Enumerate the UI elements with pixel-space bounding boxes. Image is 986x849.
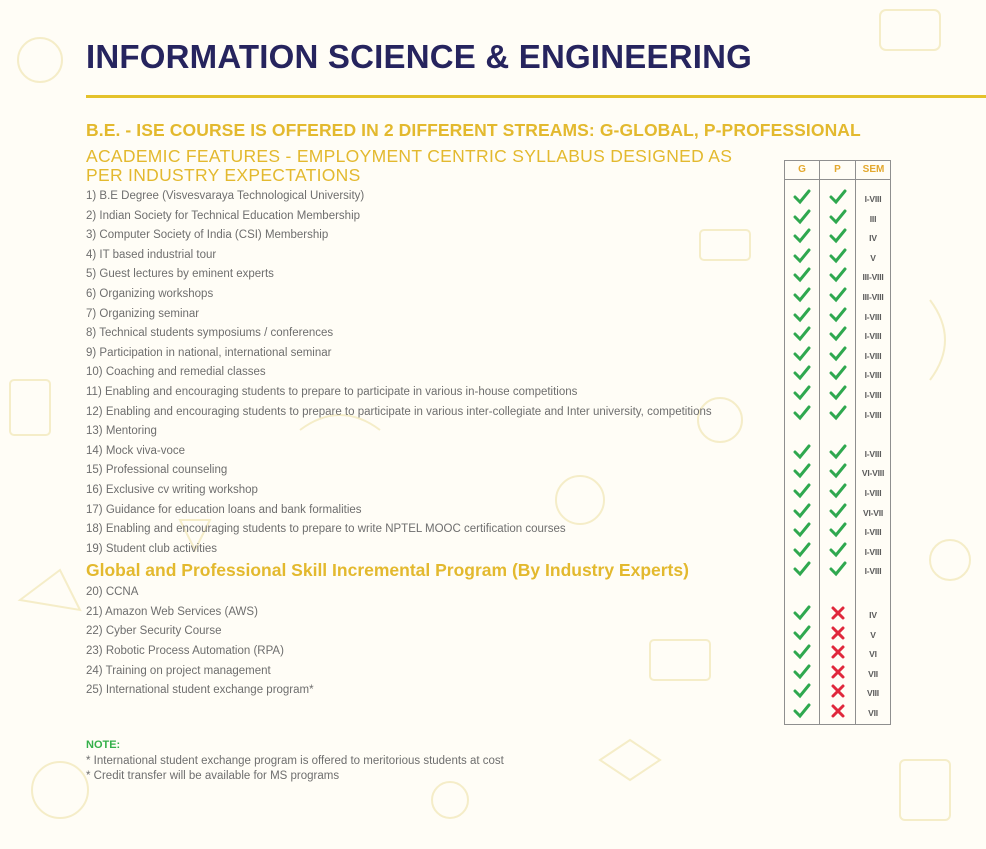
cross-icon [829,664,847,680]
check-icon [829,405,847,421]
semester-cell: I-VIII [864,370,882,381]
check-icon [829,483,847,499]
check-icon [829,542,847,558]
semester-cell: I-VIII [864,331,882,342]
check-icon [829,444,847,460]
semester-cell: I-VIII [864,350,882,361]
feature-item: 2) Indian Society for Technical Education Membership [86,209,361,222]
semester-cell: VIII [867,688,879,699]
semester-cell: VI-VII [862,507,884,518]
feature-item: 7) Organizing seminar [86,307,200,320]
check-icon [793,483,811,499]
check-icon [829,326,847,342]
feature-item: 5) Guest lectures by eminent experts [86,268,274,281]
feature-item: 21) Amazon Web Services (AWS) [86,605,258,618]
check-icon [829,267,847,283]
streams-heading: B.E. - ISE COURSE IS OFFERED IN 2 DIFFERENT STREAMS: G-GLOBAL, P-PROFESSIONAL [86,120,861,140]
feature-item: 10) Coaching and remedial classes [86,366,266,379]
check-icon [793,522,811,538]
skills-heading: Global and Professional Skill Incremental Program (By Industry Experts) [86,560,689,581]
check-icon [793,542,811,558]
check-icon [793,644,811,660]
check-icon [793,664,811,680]
semester-cell: I-VIII [864,194,882,204]
feature-item: 17) Guidance for education loans and bank formalities [86,503,362,516]
cross-icon [829,703,847,719]
semester-cell: I-VIII [864,311,882,322]
feature-list [86,187,726,701]
check-icon [793,703,811,719]
cross-icon [829,625,847,641]
check-icon [829,385,847,401]
check-icon [793,503,811,519]
check-icon [793,463,811,479]
check-icon [829,209,847,225]
semester-cell: IV [869,233,877,244]
semester-cell: III-VIII [862,292,884,302]
check-icon [829,307,847,323]
feature-item: 3) Computer Society of India (CSI) Membership [86,229,329,242]
feature-item: 18) Enabling and encouraging students to prepare to write NPTEL MOOC certification courses [86,523,566,536]
feature-item: 8) Technical students symposiums / conferences [86,327,334,340]
check-icon [793,365,811,381]
semester-cell: V [870,252,876,263]
semester-cell: I-VIII [864,390,882,400]
cross-icon [829,644,847,660]
semester-cell: III [869,213,877,224]
semester-cell: I-VIII [864,566,882,577]
header-sem: SEM [862,164,885,175]
check-icon [793,346,811,362]
check-icon [793,683,811,699]
semester-cell: VI-VIII [861,468,885,479]
semester-cell: VII [868,708,878,718]
check-icon [829,346,847,362]
check-icon [829,248,847,264]
feature-item: 22) Cyber Security Course [86,625,222,638]
feature-item: 19) Student club activities [86,542,218,555]
feature-item: 14) Mock viva-voce [86,444,186,457]
semester-cell: I-VIII [864,527,882,538]
header-p: P [834,164,841,175]
check-icon [793,248,811,264]
header-g: G [798,164,806,175]
feature-item: 25) International student exchange program* [86,684,314,697]
cross-icon [829,683,847,699]
cross-icon [829,605,847,621]
feature-item: 12) Enabling and encouraging students to prepare to participate in various inter-collegiate and Inter university, competitions [86,405,712,418]
check-icon [793,267,811,283]
semester-cell: III-VIII [862,272,884,283]
check-icon [793,405,811,421]
check-icon [829,561,847,577]
check-icon [793,326,811,342]
features-heading: ACADEMIC FEATURES - EMPLOYMENT CENTRIC SYLLABUS DESIGNED AS PER INDUSTRY EXPECTATIONS [86,146,733,185]
check-icon [829,503,847,519]
semester-cell: IV [869,610,877,620]
check-icon [793,209,811,225]
check-icon [793,228,811,244]
check-icon [829,365,847,381]
feature-item: 11) Enabling and encouraging students to prepare to participate in various in-house competitions [86,385,578,398]
feature-item: 4) IT based industrial tour [86,248,217,261]
feature-item: 23) Robotic Process Automation (RPA) [86,645,284,658]
semester-cell: I-VIII [864,488,882,498]
check-icon [829,522,847,538]
feature-item: 6) Organizing workshops [86,287,214,300]
stream-table [784,160,891,725]
check-icon [793,444,811,460]
feature-item: 24) Training on project management [86,664,271,677]
page-title: INFORMATION SCIENCE & ENGINEERING [86,38,753,75]
semester-cell: I-VIII [864,448,882,459]
check-icon [829,463,847,479]
feature-item: 16) Exclusive cv writing workshop [86,483,258,496]
semester-cell: V [870,629,876,640]
note-title: NOTE: [86,739,121,751]
check-icon [793,561,811,577]
check-icon [793,307,811,323]
feature-item: 15) Professional counseling [86,464,228,477]
note-line: * Credit transfer will be available for MS programs [86,770,340,782]
title-divider [86,95,986,98]
notes-list [86,754,504,784]
check-icon [829,228,847,244]
check-icon [793,605,811,621]
feature-item: 9) Participation in national, international seminar [86,346,332,359]
semester-cell: VII [868,668,878,679]
check-icon [793,287,811,303]
check-icon [829,287,847,303]
note-line: * International student exchange program is offered to meritorious students at cost [86,755,504,767]
feature-item: 13) Mentoring [86,425,157,438]
feature-item: 1) B.E Degree (Visvesvaraya Technological University) [86,190,365,202]
semester-cell: I-VIII [864,546,882,557]
semester-cell: I-VIII [864,409,882,420]
check-icon [793,385,811,401]
semester-cell: VI [869,649,877,660]
check-icon [793,189,811,205]
check-icon [793,625,811,641]
check-icon [829,189,847,205]
feature-item: 20) CCNA [86,586,139,599]
